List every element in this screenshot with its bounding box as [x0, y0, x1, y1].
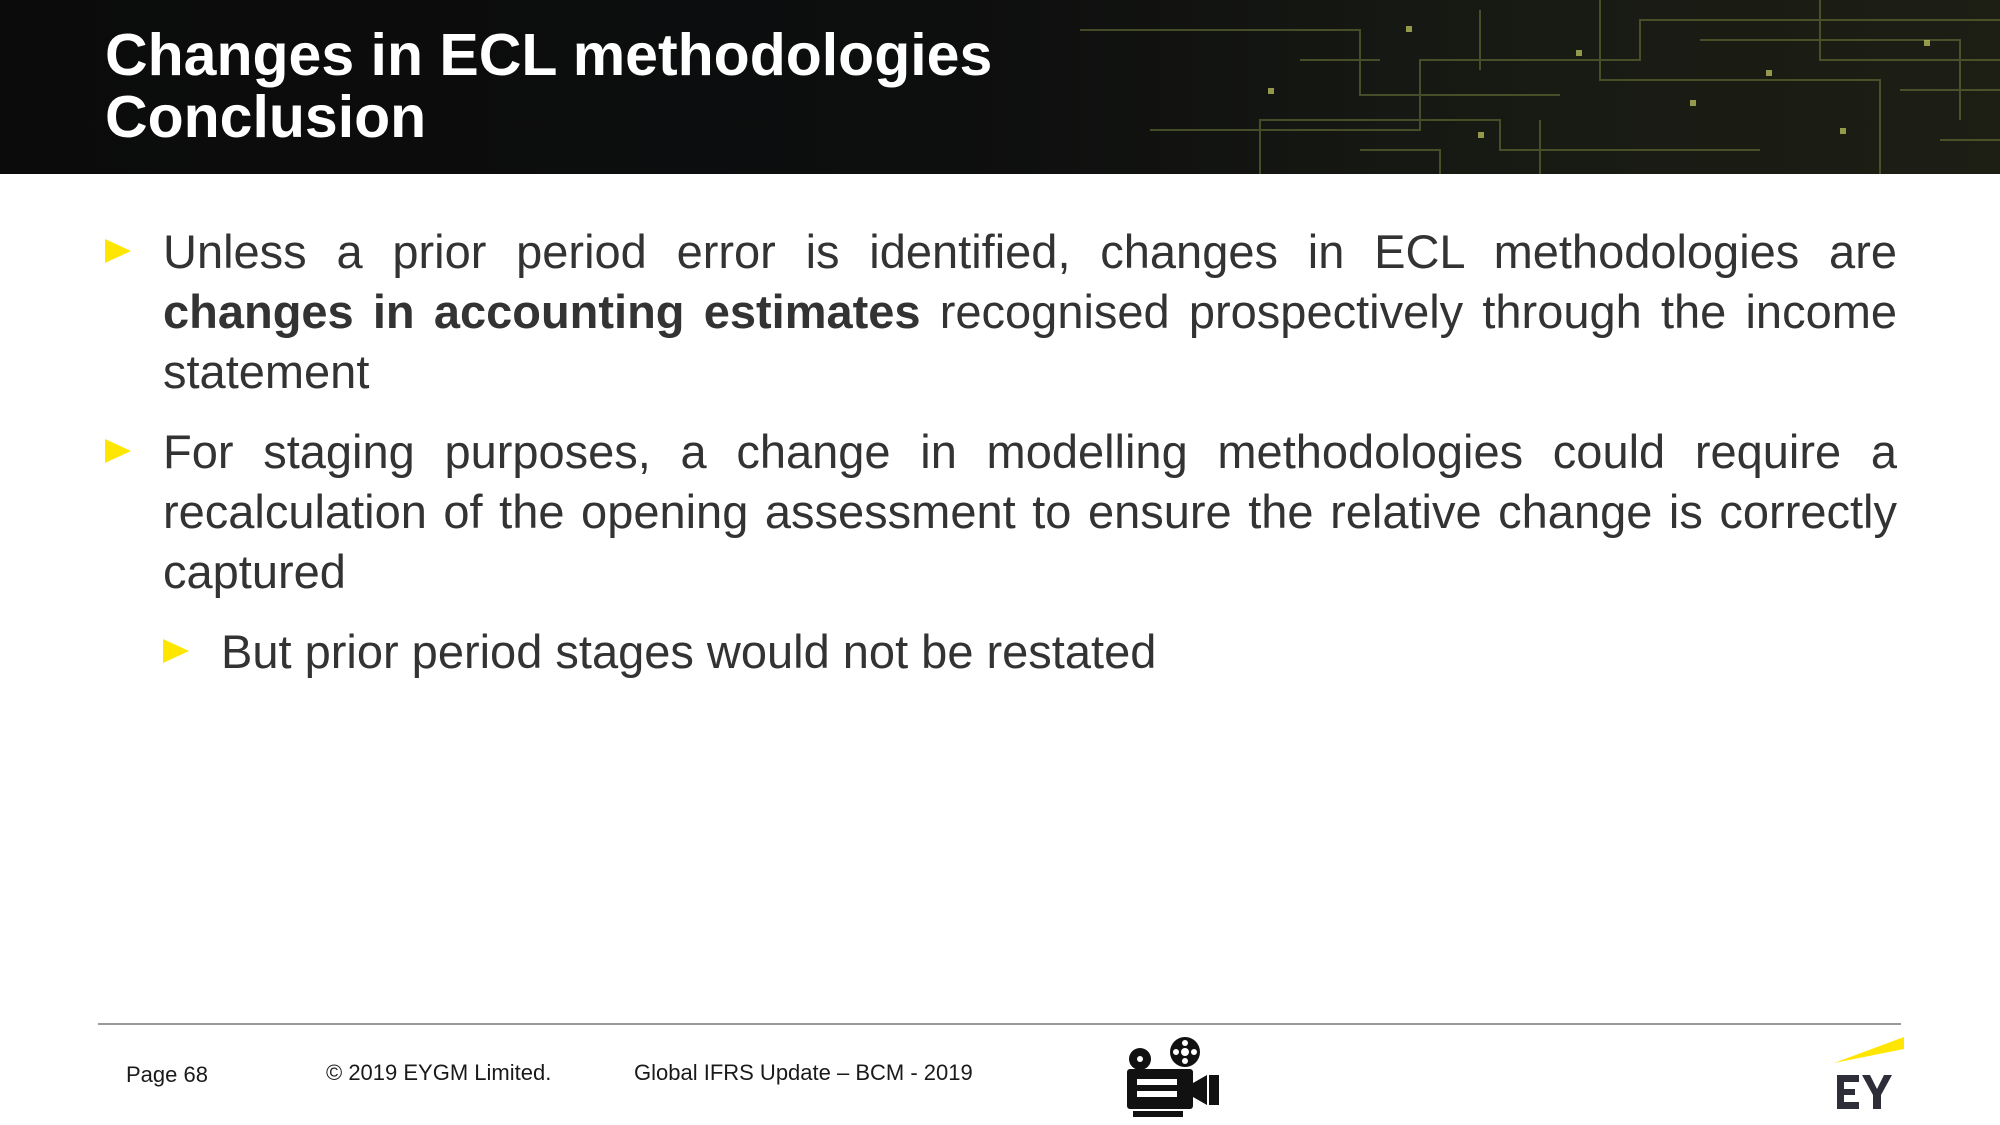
title-line-1: Changes in ECL methodologies [105, 22, 993, 88]
bullet-item-2 [105, 422, 1897, 602]
footer-divider [98, 1023, 1901, 1025]
sub-bullet-item-1 [163, 622, 1897, 682]
bullet-item-1 [105, 222, 1897, 402]
bullet-1-prefix: Unless a prior period error is identified, changes in ECL methodologies are [163, 225, 1897, 278]
bullet-arrow-icon [105, 439, 131, 463]
bullet-1-bold: changes in accounting estimates [163, 285, 921, 338]
page-number: Page 68 [126, 1062, 208, 1087]
event-name: Global IFRS Update – BCM - 2019 [634, 1060, 973, 1085]
sub-bullet-1-text: But prior period stages would not be restated [221, 625, 1157, 678]
header-banner [0, 0, 2000, 174]
copyright: © 2019 EYGM Limited. [326, 1060, 552, 1085]
bullet-2-text: For staging purposes, a change in modelling methodologies could require a recalculation of the opening assessment to ensure the relative change is correctly captured [163, 425, 1897, 598]
title-line-2: Conclusion [105, 84, 427, 150]
movie-projector-icon[interactable] [1123, 1035, 1223, 1119]
bullet-arrow-icon [105, 239, 131, 263]
slide-title [105, 24, 992, 148]
bullet-1-suffix: recognised prospectively through the income statement [163, 285, 1897, 398]
bullet-list [105, 222, 1897, 702]
ey-logo [1834, 1035, 1906, 1111]
bullet-arrow-icon [163, 639, 189, 663]
